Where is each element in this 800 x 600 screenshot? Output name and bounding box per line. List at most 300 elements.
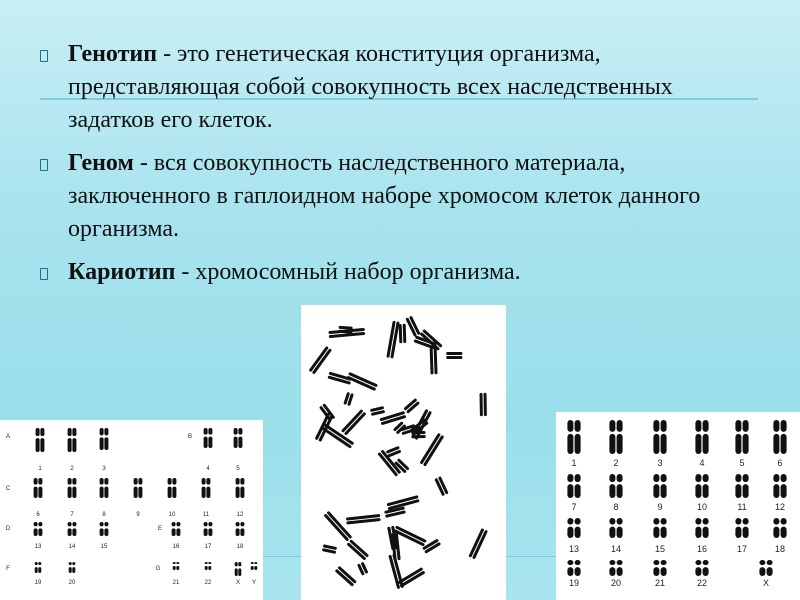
chromosome [346,514,381,525]
chromatid-arm [206,487,210,498]
chromatid-arm [703,484,709,498]
chromatid-arm [661,420,667,432]
chromosome-number: 20 [610,578,622,588]
chromatid-arm [781,518,787,525]
chromosome-number: 17 [736,544,748,554]
chromosome-pair [609,560,622,576]
chromatid-arm [661,567,667,576]
chromatid-arm [104,487,108,498]
chromosome-pair [204,522,213,536]
chromosome-number: 22 [696,578,708,588]
chromatid-arm [695,474,701,482]
chromatid-arm [72,438,76,452]
chromatid-arm [703,474,709,482]
chromatid-arm [446,352,462,355]
definition-genotype [38,38,758,137]
chromatid-arm [204,428,208,435]
chromosome-number: 4 [206,466,210,472]
chromatid-arm [72,487,76,498]
group-letter: F [6,566,10,572]
chromatid-arm [68,528,72,536]
chromatid-arm [617,560,623,565]
metaphase-spread-svg [301,305,506,600]
chromatid-arm [254,562,257,564]
chromatid-arm [661,474,667,482]
chromatid-arm [138,487,142,498]
chromatid-arm [134,487,138,498]
chromosome-pair [735,420,748,454]
chromosome [479,393,486,417]
chromosome-number: 7 [571,502,577,512]
chromatid-arm [68,522,72,526]
chromosome-number: 3 [102,466,106,472]
chromatid-arm [344,412,367,436]
chromatid-arm [661,484,667,498]
chromosome-pair [773,518,786,538]
chromatid-arm [100,478,104,485]
chromatid-arm [202,478,206,485]
term: Кариотип [68,259,176,285]
chromosome-pair [609,474,622,498]
chromatid-arm [100,437,104,450]
chromosome [309,346,333,375]
chromatid-arm [208,562,211,564]
chromosome-number: 18 [774,544,786,554]
chromatid-arm [104,478,108,485]
chromatid-arm [609,567,615,576]
chromatid-arm [104,428,108,435]
chromatid-arm [773,420,779,432]
chromatid-arm [68,478,72,485]
chromatid-arm [168,487,172,498]
chromatid-arm [208,437,212,448]
chromatid-arm [661,560,667,565]
chromatid-arm [735,434,741,454]
chromatid-arm [240,522,244,526]
chromosome-number: 1 [38,466,42,472]
chromatid-arm [173,562,176,564]
chromatid-arm [695,420,701,432]
chromatid-arm [703,518,709,525]
chromatid-arm [254,566,257,570]
decorative-rule-bottom-right [506,556,556,557]
chromosome-number: X [235,580,241,586]
chromatid-arm [236,487,240,498]
chromatid-arm [204,522,208,526]
chromatid-arm [617,518,623,525]
chromatid-arm [72,567,75,573]
chromatid-arm [703,434,709,454]
chromatid-arm [653,474,659,482]
chromosome-pair [653,560,666,576]
chromatid-arm [40,438,44,452]
chromatid-arm [172,528,176,536]
karyogram-right-svg [556,412,800,600]
chromatid-arm [326,511,352,539]
chromosome-number: 13 [34,544,42,550]
chromatid-arm [134,478,138,485]
definition-genome [38,147,758,246]
chromatid-arm [100,428,104,435]
chromosome [323,511,352,542]
chromatid-arm [781,434,787,454]
chromatid-arm [567,474,573,482]
chromatid-arm [743,484,749,498]
chromatid-arm [735,484,741,498]
chromatid-arm [617,420,623,432]
chromosome-pair [204,428,213,448]
karyogram-image-left [0,420,263,600]
chromatid-arm [205,566,208,570]
chromatid-arm [609,527,615,538]
chromatid-arm [743,527,749,538]
chromatid-arm [338,326,352,330]
chromatid-arm [238,437,242,448]
chromatid-arm [773,527,779,538]
chromatid-arm [575,567,581,576]
chromatid-arm [703,527,709,538]
chromosome-number: 5 [739,458,745,468]
chromosome-number: 17 [204,544,212,550]
chromosome-pair [609,518,622,538]
chromatid-arm [703,567,709,576]
group-letter: B [187,434,193,440]
chromosome-pair [234,428,243,448]
chromosome-number: 11 [202,512,210,518]
chromatid-arm [617,484,623,498]
chromosome-pair [773,420,786,454]
metaphase-spread-image [301,305,506,600]
chromatid-arm [695,484,701,498]
chromosome-pair [695,518,708,538]
chromosome-pair [735,474,748,498]
chromatid-arm [735,474,741,482]
bullet-icon [40,50,48,62]
chromosome-number: 4 [699,458,705,468]
chromatid-arm [205,562,208,564]
chromatid-arm [567,567,573,576]
group-letter: G [155,566,161,572]
chromatid-arm [735,420,741,432]
chromatid-arm [575,560,581,565]
chromatid-arm [567,434,573,454]
chromatid-arm [479,393,482,416]
chromatid-arm [703,420,709,432]
chromosome-pair [100,478,109,498]
chromatid-arm [773,474,779,482]
chromatid-arm [661,518,667,525]
chromosome-number: 2 [70,466,74,472]
chromatid-arm [34,528,38,536]
chromatid-arm [208,428,212,435]
chromosome-pair [68,428,77,452]
chromatid-arm [567,527,573,538]
chromosome-number: 22 [204,580,212,586]
chromosome-pair [567,420,580,454]
chromatid-arm [172,522,176,526]
chromatid-arm [617,434,623,454]
chromatid-arm [575,434,581,454]
chromatid-arm [759,567,765,576]
chromatid-arm [609,474,615,482]
chromosome [403,398,420,414]
chromosome [357,562,368,576]
chromosome [341,409,366,436]
chromosome [343,392,354,406]
chromatid-arm [609,484,615,498]
chromatid-arm [661,527,667,538]
chromatid-arm [781,527,787,538]
chromatid-arm [341,409,364,433]
chromatid-arm [202,487,206,498]
chromatid-arm [695,560,701,565]
chromosome-pair [100,522,109,536]
group-letter: A [5,434,11,440]
chromosome-number: 19 [34,580,42,586]
chromosome-number: 2 [613,458,619,468]
chromosome-number: 10 [696,502,708,512]
chromatid-arm [104,522,108,526]
chromatid-arm [743,474,749,482]
bullet-icon [40,159,48,171]
chromatid-arm [483,393,486,416]
chromatid-arm [72,428,76,436]
chromosome [386,321,399,359]
chromatid-arm [234,437,238,448]
chromatid-arm [240,478,244,485]
chromatid-arm [72,528,76,536]
chromatid-arm [617,474,623,482]
chromosome-pair [609,420,622,454]
group-letter: D [5,526,11,532]
chromosome [399,324,407,344]
chromosome [346,372,377,391]
chromatid-arm [773,484,779,498]
chromatid-arm [567,560,573,565]
chromatid-arm [38,522,42,526]
definition-karyotype [38,256,758,289]
chromatid-arm [773,434,779,454]
chromatid-arm [695,434,701,454]
term: Геном [68,150,134,176]
chromosome [346,539,369,560]
chromatid-arm [68,428,72,436]
chromatid-arm [35,562,38,565]
chromosome-pair [35,562,42,573]
chromatid-arm [35,567,38,573]
chromatid-arm [735,527,741,538]
chromosome-number: 16 [696,544,708,554]
chromatid-arm [575,527,581,538]
chromosome-number: 19 [568,578,580,588]
chromatid-arm [38,567,41,573]
chromosome-pair [759,560,772,576]
chromosome-number: 14 [68,544,76,550]
chromosome-number: 11 [737,502,747,512]
chromatid-arm [653,567,659,576]
chromatid-arm [100,528,104,536]
chromosome-pair [653,474,666,498]
chromatid-arm [72,562,75,565]
chromatid-arm [68,438,72,452]
chromosome-number: 12 [236,512,244,518]
term: Генотип [68,41,158,67]
chromatid-arm [781,484,787,498]
chromatid-arm [446,356,462,359]
bullet-icon [40,268,48,280]
chromosome [397,567,425,588]
chromosome-pair [34,478,43,498]
definition-text: - вся совокупность наследственного материала, заключенного в гаплоидном наборе хромосом клеток данного организма. [68,150,701,242]
chromatid-arm [609,560,615,565]
chromatid-arm [653,434,659,454]
chromatid-arm [767,560,773,565]
chromatid-arm [168,478,172,485]
chromatid-arm [399,324,403,343]
chromosome-pair [773,474,786,498]
chromosome-pair [34,522,43,536]
chromatid-arm [567,420,573,432]
chromosome-pair [134,478,143,498]
chromatid-arm [653,518,659,525]
chromatid-arm [609,420,615,432]
chromosome-number: 8 [613,502,619,512]
chromosome-pair [173,562,180,570]
chromosome [322,544,337,554]
chromosome-number: 3 [657,458,663,468]
group-letter: C [5,486,11,492]
chromatid-arm [100,522,104,526]
chromosome-pair [202,478,211,498]
chromatid-arm [36,428,40,436]
chromosome-pair [567,474,580,498]
chromosome [370,406,385,416]
chromatid-arm [575,484,581,498]
chromatid-arm [617,567,623,576]
chromosome-number: 18 [236,544,244,550]
karyogram-left-svg [0,420,263,600]
chromatid-arm [72,522,76,526]
chromosome-number: 7 [70,512,74,518]
chromatid-arm [240,487,244,498]
chromatid-arm [172,478,176,485]
chromatid-arm [208,522,212,526]
chromosome-pair [168,478,177,498]
chromatid-arm [36,438,40,452]
chromosome-pair [653,420,666,454]
chromosome [434,476,448,496]
chromatid-arm [567,518,573,525]
chromosome-number: 6 [777,458,783,468]
chromosome-pair [68,522,77,536]
chromatid-arm [609,434,615,454]
chromosome [446,352,462,359]
chromatid-arm [653,527,659,538]
definition-text: - хромосомный набор организма. [175,259,521,285]
chromatid-arm [104,528,108,536]
chromatid-arm [703,560,709,565]
chromosome-pair [236,478,245,498]
chromatid-arm [206,478,210,485]
chromosome [394,458,410,473]
chromatid-arm [781,420,787,432]
chromosome-number: 15 [100,544,108,550]
chromosome-number: 21 [654,578,666,588]
chromosome-pair [251,562,258,570]
chromosome [335,566,357,587]
karyogram-image-right [556,412,800,600]
chromatid-arm [68,487,72,498]
chromatid-arm [743,420,749,432]
chromosome-number: 6 [36,512,40,518]
chromosome-number: 12 [774,502,786,512]
chromosome-number: X [762,578,770,588]
chromatid-arm [176,522,180,526]
chromatid-arm [204,437,208,448]
chromatid-arm [34,487,38,498]
chromatid-arm [735,518,741,525]
chromatid-arm [100,487,104,498]
chromatid-arm [72,478,76,485]
chromatid-arm [173,566,176,570]
definitions-list [38,38,758,299]
chromatid-arm [235,562,238,566]
chromosome-pair [236,522,245,536]
chromosome-number: 9 [136,512,140,518]
chromosome-number: 15 [654,544,666,554]
chromatid-arm [176,566,179,570]
chromatid-arm [204,528,208,536]
chromatid-arm [234,428,238,435]
chromatid-arm [617,527,623,538]
chromatid-arm [251,562,254,564]
chromosome [430,348,438,375]
chromosome-number: Y [251,580,257,586]
chromosome-pair [653,518,666,538]
chromatid-arm [238,428,242,435]
chromosome-pair [36,428,45,452]
chromatid-arm [208,528,212,536]
chromosome-number: 13 [568,544,580,554]
chromosome [386,446,402,458]
chromosome [405,316,420,337]
chromatid-arm [38,478,42,485]
decorative-rule-bottom-left [262,556,302,557]
chromosome-number: 16 [172,544,180,550]
chromosome-pair [68,478,77,498]
chromatid-arm [781,474,787,482]
chromatid-arm [653,560,659,565]
group-letter: E [157,526,163,532]
chromosome-number: 8 [102,512,106,518]
chromatid-arm [430,348,434,375]
chromatid-arm [767,567,773,576]
chromatid-arm [653,484,659,498]
chromatid-arm [104,437,108,450]
chromatid-arm [176,528,180,536]
chromatid-arm [38,562,41,565]
chromatid-arm [34,522,38,526]
chromatid-arm [434,348,438,375]
chromosome-pair [205,562,212,570]
chromosome-pair [567,518,580,538]
chromatid-arm [236,522,240,526]
chromatid-arm [695,527,701,538]
chromatid-arm [411,435,425,438]
chromatid-arm [695,518,701,525]
chromosome-pair [100,428,109,450]
chromatid-arm [40,428,44,436]
